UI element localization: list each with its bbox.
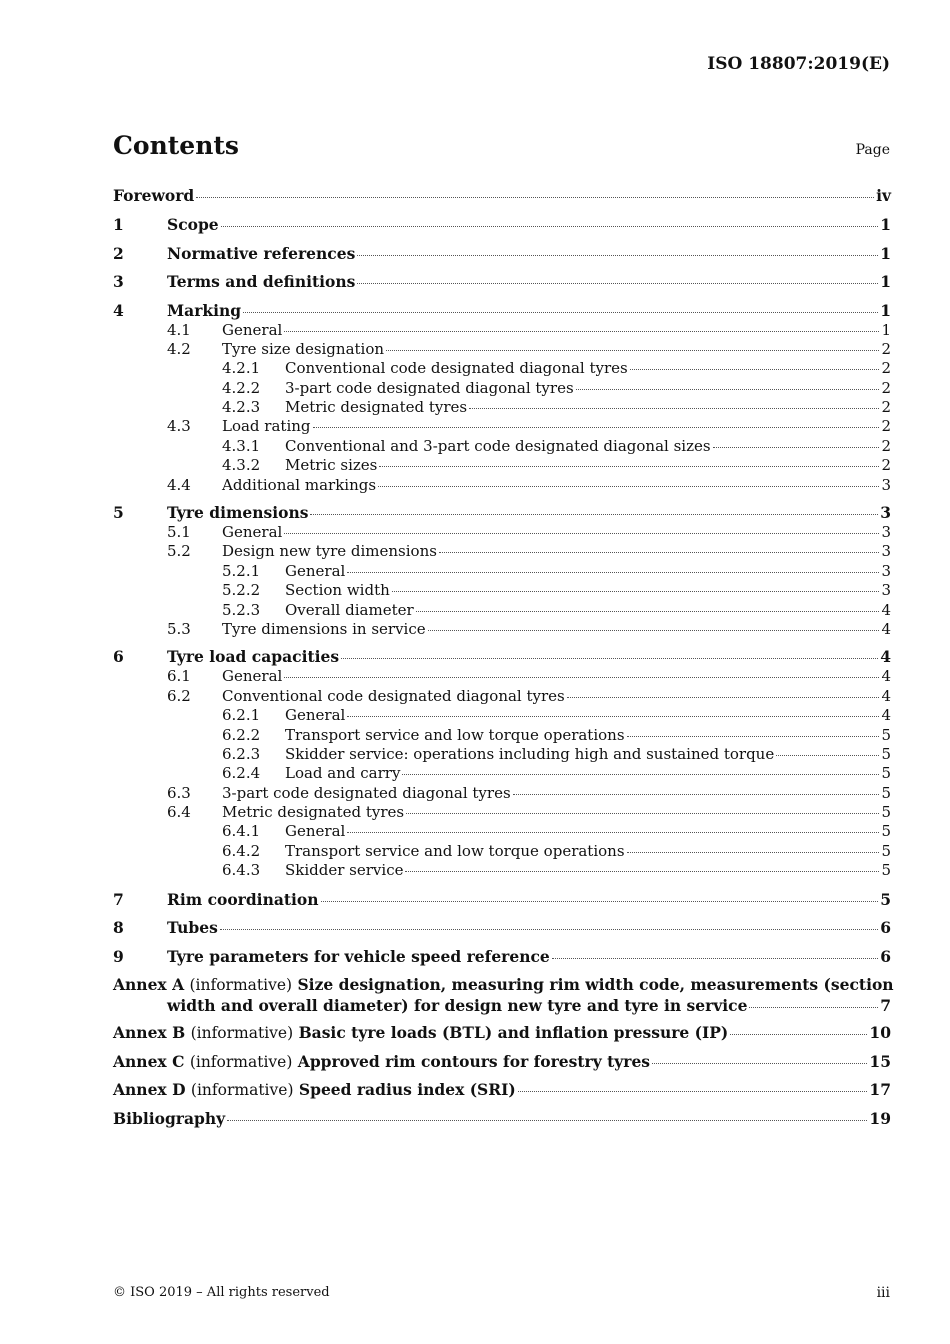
- toc-entry-annex-a[interactable]: [113, 975, 894, 1015]
- toc-entry-page: 5: [881, 764, 891, 783]
- annex-label: Annex B: [113, 1023, 186, 1043]
- leader-dots: [243, 312, 878, 313]
- toc-entry-title: Marking: [167, 300, 242, 320]
- toc-entry-page: 2: [881, 456, 891, 475]
- toc-entry-terms-and-definitions[interactable]: [113, 272, 891, 292]
- leader-dots: [428, 630, 880, 631]
- toc-entry-page: 1: [880, 215, 891, 234]
- toc-entry-page: 5: [881, 822, 891, 841]
- toc-entry-title: Rim coordination: [167, 889, 319, 909]
- leader-dots: [357, 283, 878, 284]
- toc-entry-title: General: [285, 561, 346, 580]
- toc-entry-tyre-dimensions[interactable]: [113, 503, 891, 523]
- annex-title: Basic tyre loads (BTL) and inflation pressure (IP): [298, 1023, 729, 1043]
- toc-entry-title: 3-part code designated diagonal tyres: [222, 783, 511, 802]
- toc-entry-number: 4.2.1: [222, 359, 261, 378]
- toc-entry-title: Scope: [167, 215, 219, 234]
- toc-entry-page: 1: [880, 300, 891, 320]
- page-column-label: Page: [855, 142, 890, 158]
- toc-entry-number: 5.1: [167, 523, 191, 542]
- toc-entry-number: 6.2.4: [222, 764, 261, 783]
- toc-entry-page: 2: [881, 339, 891, 358]
- toc-entry-number: 6.4.2: [222, 841, 261, 860]
- toc-entry-number: 5: [113, 503, 124, 523]
- toc-entry-marking[interactable]: [113, 301, 891, 321]
- leader-dots: [416, 611, 880, 612]
- annex-title: Speed radius index (SRI): [298, 1080, 516, 1100]
- toc-entry-title: Conventional and 3-part code designated diagonal sizes: [285, 436, 711, 455]
- toc-entry-number: 5.3: [167, 619, 191, 638]
- toc-entry-number: 5.2.2: [222, 581, 261, 600]
- annex-title-line2: width and overall diameter) for design new tyre and tyre in service: [167, 995, 748, 1015]
- toc-subentry-6-3[interactable]: [113, 784, 891, 803]
- toc-entry-tubes[interactable]: [113, 918, 891, 938]
- toc-subentry-6-2-3[interactable]: [113, 745, 891, 764]
- leader-dots: [313, 427, 880, 428]
- toc-entry-page: 4: [881, 686, 891, 705]
- toc-entry-number: 6.3: [167, 783, 191, 802]
- leader-dots: [749, 1007, 878, 1008]
- annex-informative-tag: (informative): [190, 1024, 294, 1043]
- toc-entry-title: Bibliography: [113, 1108, 226, 1128]
- leader-dots: [386, 350, 879, 351]
- leader-dots: [310, 514, 878, 515]
- toc-subentry-6-4-3[interactable]: [113, 861, 891, 880]
- toc-entry-page: 17: [869, 1080, 891, 1100]
- toc-subentry-6-4-1[interactable]: [113, 822, 891, 841]
- toc-entry-number: 6.2.3: [222, 744, 261, 763]
- toc-entry-number: 6.4.3: [222, 861, 261, 880]
- toc-entry-page: 6: [880, 918, 891, 938]
- toc-entry-number: 4.2.2: [222, 378, 261, 397]
- toc-subentry-4-2[interactable]: [113, 340, 891, 359]
- toc-subentry-4-2-1[interactable]: [113, 359, 891, 378]
- toc-entry-normative-references[interactable]: [113, 244, 891, 264]
- toc-entry-number: 4.3.1: [222, 436, 261, 455]
- leader-dots: [567, 697, 880, 698]
- toc-entry-title: Metric sizes: [285, 456, 378, 475]
- toc-entry-number: 7: [113, 889, 124, 909]
- leader-dots: [347, 716, 879, 717]
- contents-heading: Contents: [113, 131, 240, 160]
- toc-entry-number: 4.3: [167, 417, 191, 436]
- annex-informative-tag: (informative): [189, 976, 293, 995]
- toc-subsection-list: [113, 667, 891, 880]
- leader-dots: [379, 466, 879, 467]
- leader-dots: [713, 447, 880, 448]
- toc-entry-number: 2: [113, 243, 124, 263]
- toc-entry-page: 2: [881, 417, 891, 436]
- leader-dots: [221, 226, 879, 227]
- leader-dots: [405, 871, 879, 872]
- toc-entry-page: 6: [880, 946, 891, 966]
- toc-entry-page: 2: [881, 378, 891, 397]
- toc-entry-page: 1: [880, 272, 891, 291]
- toc-subentry-6-4[interactable]: [113, 803, 891, 822]
- toc-entry-page: 19: [869, 1108, 891, 1128]
- toc-entry-title: Tyre load capacities: [167, 647, 340, 667]
- toc-entry-title: Tubes: [167, 918, 218, 938]
- toc-entry-annex-c[interactable]: [113, 1052, 891, 1072]
- annex-title: Approved rim contours for forestry tyres: [297, 1051, 651, 1071]
- toc-subentry-6-4-2[interactable]: [113, 842, 891, 861]
- toc-entry-title: Metric designated tyres: [222, 803, 405, 822]
- toc-entry-annex-d[interactable]: [113, 1080, 891, 1100]
- toc-entry-number: 6.2.2: [222, 725, 261, 744]
- toc-subentry-4-3-1[interactable]: [113, 437, 891, 456]
- toc-entry-title: Transport service and low torque operations: [285, 725, 625, 744]
- leader-dots: [284, 677, 879, 678]
- toc-entry-number: 4.3.2: [222, 456, 261, 475]
- toc-subentry-4-3[interactable]: [113, 417, 891, 436]
- leader-dots: [284, 331, 879, 332]
- toc-entry-number: 5.2.3: [222, 600, 261, 619]
- toc-entry-number: 4.1: [167, 320, 191, 339]
- toc-entry-page: 4: [881, 600, 891, 619]
- toc-entry-page: iv: [876, 186, 891, 205]
- toc-subentry-5-1[interactable]: [113, 523, 891, 542]
- toc-entry-number: 3: [113, 272, 124, 291]
- toc-subentry-5-2-3[interactable]: [113, 601, 891, 620]
- toc-subentry-4-2-3[interactable]: [113, 398, 891, 417]
- toc-entry-page: 1: [881, 320, 891, 339]
- toc-entry-page: 4: [881, 667, 891, 686]
- toc-entry-page: 10: [869, 1023, 891, 1043]
- leader-dots: [357, 255, 878, 256]
- toc-subentry-6-2-4[interactable]: [113, 764, 891, 783]
- toc-entry-title: 3-part code designated diagonal tyres: [285, 378, 574, 397]
- toc-entry-number: 6: [113, 647, 124, 667]
- toc-entry-number: 6.4.1: [222, 822, 261, 841]
- toc-subentry-5-2[interactable]: [113, 542, 891, 561]
- toc-entry-title: Tyre dimensions: [167, 503, 309, 523]
- leader-dots: [576, 389, 880, 390]
- leader-dots: [469, 408, 879, 409]
- toc-entry-page: 3: [881, 581, 891, 600]
- leader-dots: [552, 958, 878, 959]
- toc-entry-title: Load and carry: [285, 764, 401, 783]
- toc-subentry-5-2-2[interactable]: [113, 581, 891, 600]
- toc-entry-number: 4.4: [167, 475, 191, 494]
- leader-dots: [776, 755, 879, 756]
- toc-entry-number: 4.2.3: [222, 398, 261, 417]
- annex-label: Annex A: [113, 975, 185, 995]
- copyright-notice: © ISO 2019 – All rights reserved: [113, 1285, 330, 1300]
- toc-subentry-6-2-2[interactable]: [113, 726, 891, 745]
- toc-entry-page: 7: [880, 995, 891, 1015]
- annex-label: Annex D: [113, 1080, 186, 1100]
- toc-entry-tyre-load-capacities[interactable]: [113, 647, 891, 667]
- toc-subentry-5-2-1[interactable]: [113, 562, 891, 581]
- toc-entry-title: Foreword: [113, 186, 195, 205]
- toc-subentry-4-4[interactable]: [113, 476, 891, 495]
- toc-entry-title: General: [222, 667, 283, 686]
- toc-entry-page: 3: [881, 561, 891, 580]
- toc-entry-number: 6.2.1: [222, 706, 261, 725]
- toc-entry-page: 3: [881, 475, 891, 494]
- leader-dots: [347, 832, 879, 833]
- toc-entry-number: 9: [113, 946, 124, 966]
- toc-entry-title: Design new tyre dimensions: [222, 542, 437, 561]
- toc-entry-number: 5.2: [167, 542, 191, 561]
- leader-dots: [627, 852, 880, 853]
- table-of-contents: [113, 186, 894, 1129]
- leader-dots: [630, 369, 880, 370]
- toc-entry-page: 2: [881, 436, 891, 455]
- toc-entry-page: 5: [881, 744, 891, 763]
- leader-dots: [652, 1063, 867, 1064]
- toc-entry-page: 2: [881, 359, 891, 378]
- leader-dots: [402, 774, 879, 775]
- toc-entry-number: 1: [113, 215, 124, 234]
- document-id: ISO 18807:2019(E): [707, 54, 890, 74]
- toc-entry-title: Metric designated tyres: [285, 398, 468, 417]
- toc-entry-number: 6.1: [167, 667, 191, 686]
- toc-entry-title: Tyre parameters for vehicle speed reference: [167, 946, 550, 966]
- toc-subentry-5-3[interactable]: [113, 620, 891, 639]
- toc-entry-foreword[interactable]: [113, 186, 891, 206]
- toc-subentry-6-2-1[interactable]: [113, 706, 891, 725]
- annex-informative-tag: (informative): [190, 1081, 294, 1100]
- leader-dots: [439, 552, 880, 553]
- toc-entry-title: Conventional code designated diagonal tyres: [222, 686, 565, 705]
- toc-entry-number: 4: [113, 300, 124, 320]
- toc-entry-annex-b[interactable]: [113, 1023, 891, 1043]
- toc-entry-page: 5: [880, 889, 891, 909]
- toc-entry-title: General: [285, 706, 346, 725]
- leader-dots: [196, 197, 874, 198]
- toc-entry-page: 5: [881, 725, 891, 744]
- toc-entry-number: 8: [113, 918, 124, 938]
- toc-entry-title: Skidder service: operations including high and sustained torque: [285, 744, 775, 763]
- toc-subsection-list: [113, 321, 891, 496]
- toc-entry-page: 4: [880, 647, 891, 667]
- toc-entry-title: Additional markings: [222, 475, 377, 494]
- toc-entry-title: Tyre size designation: [222, 339, 385, 358]
- leader-dots: [321, 901, 879, 902]
- toc-entry-page: 3: [881, 542, 891, 561]
- toc-entry-number: 6.4: [167, 803, 191, 822]
- annex-informative-tag: (informative): [189, 1052, 293, 1071]
- toc-entry-speed-reference[interactable]: [113, 947, 891, 967]
- leader-dots: [406, 813, 879, 814]
- toc-entry-rim-coordination[interactable]: [113, 890, 891, 910]
- toc-entry-bibliography[interactable]: [113, 1109, 891, 1129]
- leader-dots: [341, 658, 878, 659]
- toc-entry-title: Overall diameter: [285, 600, 414, 619]
- toc-entry-title: Normative references: [167, 243, 356, 263]
- toc-entry-title: Section width: [285, 581, 390, 600]
- toc-entry-number: 6.2: [167, 686, 191, 705]
- toc-entry-title: Conventional code designated diagonal tyres: [285, 359, 628, 378]
- toc-entry-title: Tyre dimensions in service: [222, 619, 426, 638]
- toc-entry-title: Terms and definitions: [167, 272, 356, 291]
- annex-title-line1: Size designation, measuring rim width code, measurements (section: [297, 975, 894, 995]
- toc-entry-title: Transport service and low torque operations: [285, 841, 625, 860]
- toc-subentry-4-3-2[interactable]: [113, 456, 891, 475]
- toc-entry-title: General: [222, 523, 283, 542]
- leader-dots: [518, 1091, 868, 1092]
- leader-dots: [730, 1034, 867, 1035]
- leader-dots: [220, 929, 878, 930]
- toc-entry-title: General: [222, 320, 283, 339]
- toc-entry-page: 4: [881, 706, 891, 725]
- leader-dots: [284, 533, 879, 534]
- leader-dots: [392, 591, 880, 592]
- toc-entry-page: 5: [881, 841, 891, 860]
- leader-dots: [627, 736, 880, 737]
- leader-dots: [227, 1120, 867, 1121]
- leader-dots: [347, 572, 879, 573]
- annex-label: Annex C: [113, 1051, 185, 1071]
- toc-subentry-4-1[interactable]: [113, 321, 891, 340]
- toc-entry-page: 3: [880, 503, 891, 523]
- leader-dots: [513, 794, 880, 795]
- toc-entry-page: 3: [881, 523, 891, 542]
- toc-entry-page: 5: [881, 803, 891, 822]
- toc-entry-page: 2: [881, 398, 891, 417]
- toc-entry-title: Skidder service: [285, 861, 404, 880]
- toc-entry-page: 15: [869, 1051, 891, 1071]
- toc-entry-page: 5: [881, 861, 891, 880]
- toc-entry-scope[interactable]: [113, 215, 891, 235]
- page-number: iii: [876, 1285, 890, 1301]
- toc-entry-page: 5: [881, 783, 891, 802]
- toc-entry-page: 1: [880, 243, 891, 263]
- toc-entry-page: 4: [881, 619, 891, 638]
- toc-subentry-4-2-2[interactable]: [113, 379, 891, 398]
- toc-entry-number: 5.2.1: [222, 561, 261, 580]
- leader-dots: [378, 486, 879, 487]
- toc-entry-title: Load rating: [222, 417, 311, 436]
- toc-subsection-list: [113, 523, 891, 639]
- toc-subentry-6-2[interactable]: [113, 687, 891, 706]
- toc-subentry-6-1[interactable]: [113, 667, 891, 686]
- toc-entry-number: 4.2: [167, 339, 191, 358]
- toc-entry-title: General: [285, 822, 346, 841]
